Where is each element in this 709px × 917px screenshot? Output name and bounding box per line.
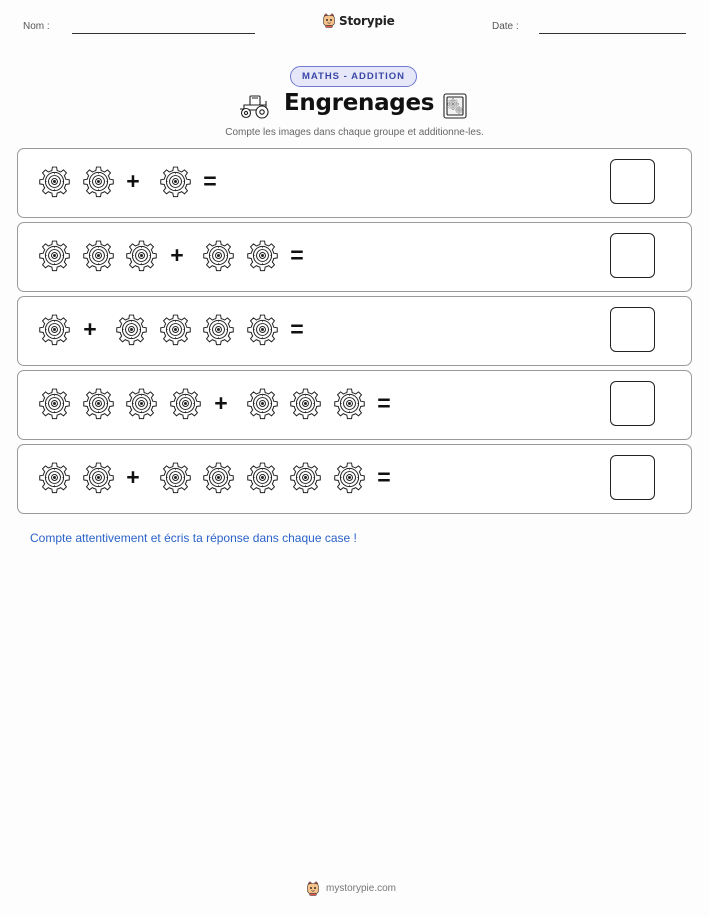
- answer-box[interactable]: [610, 455, 655, 500]
- gear-icon: [202, 461, 235, 494]
- brand-name: Storypie: [339, 13, 395, 28]
- mascot-icon: [306, 881, 320, 896]
- footer-site-link[interactable]: mystorypie.com: [326, 883, 397, 894]
- gear-icon: [38, 239, 71, 272]
- gear-icon: [38, 313, 71, 346]
- plus-sign: +: [170, 242, 184, 268]
- gear-icon: [246, 461, 279, 494]
- gear-icon: [202, 313, 235, 346]
- gear-icon: [38, 387, 71, 420]
- equals-sign: =: [290, 242, 304, 268]
- gear-icon: [38, 165, 71, 198]
- name-line[interactable]: [72, 33, 255, 34]
- answer-box[interactable]: [610, 307, 655, 352]
- answer-box[interactable]: [610, 233, 655, 278]
- gear-icon: [246, 239, 279, 272]
- problem-row-2: [17, 222, 692, 292]
- gear-icon: [159, 313, 192, 346]
- gear-icon: [333, 461, 366, 494]
- gear-icon: [333, 387, 366, 420]
- gear-icon: [159, 461, 192, 494]
- footer: [306, 881, 396, 896]
- equals-sign: =: [290, 316, 304, 342]
- name-label: Nom :: [23, 21, 50, 32]
- problem-row-5: [17, 444, 692, 514]
- gear-icon: [38, 461, 71, 494]
- problem-row-4: [17, 370, 692, 440]
- footer-note: Compte attentivement et écris ta réponse dans chaque case !: [30, 531, 357, 545]
- date-line[interactable]: [539, 33, 686, 34]
- plus-sign: +: [214, 390, 228, 416]
- page-title: Engrenages: [284, 90, 435, 116]
- plus-sign: +: [126, 464, 140, 490]
- plus-sign: +: [83, 316, 97, 342]
- subject-tag: MATHS - ADDITION: [290, 66, 417, 87]
- problem-row-3: [17, 296, 692, 366]
- gear-icon: [82, 387, 115, 420]
- equals-sign: =: [377, 464, 391, 490]
- equals-sign: =: [377, 390, 391, 416]
- gear-icon: [125, 387, 158, 420]
- gear-icon: [289, 461, 322, 494]
- gear-icon: [202, 239, 235, 272]
- problem-row-1: [17, 148, 692, 218]
- gear-icon: [82, 461, 115, 494]
- plus-sign: +: [126, 168, 140, 194]
- equals-sign: =: [203, 168, 217, 194]
- gear-icon: [82, 165, 115, 198]
- date-label: Date :: [492, 21, 519, 32]
- gear-book-icon: [441, 92, 469, 120]
- gear-icon: [159, 165, 192, 198]
- storypie-logo: [322, 13, 395, 28]
- gear-icon: [115, 313, 148, 346]
- gear-icon: [169, 387, 202, 420]
- answer-box[interactable]: [610, 381, 655, 426]
- tractor-icon: [238, 93, 272, 119]
- gear-icon: [246, 387, 279, 420]
- answer-box[interactable]: [610, 159, 655, 204]
- gear-icon: [82, 239, 115, 272]
- instruction-text: Compte les images dans chaque groupe et additionne-les.: [225, 127, 484, 138]
- gear-icon: [125, 239, 158, 272]
- mascot-icon: [322, 13, 336, 28]
- gear-icon: [246, 313, 279, 346]
- gear-icon: [289, 387, 322, 420]
